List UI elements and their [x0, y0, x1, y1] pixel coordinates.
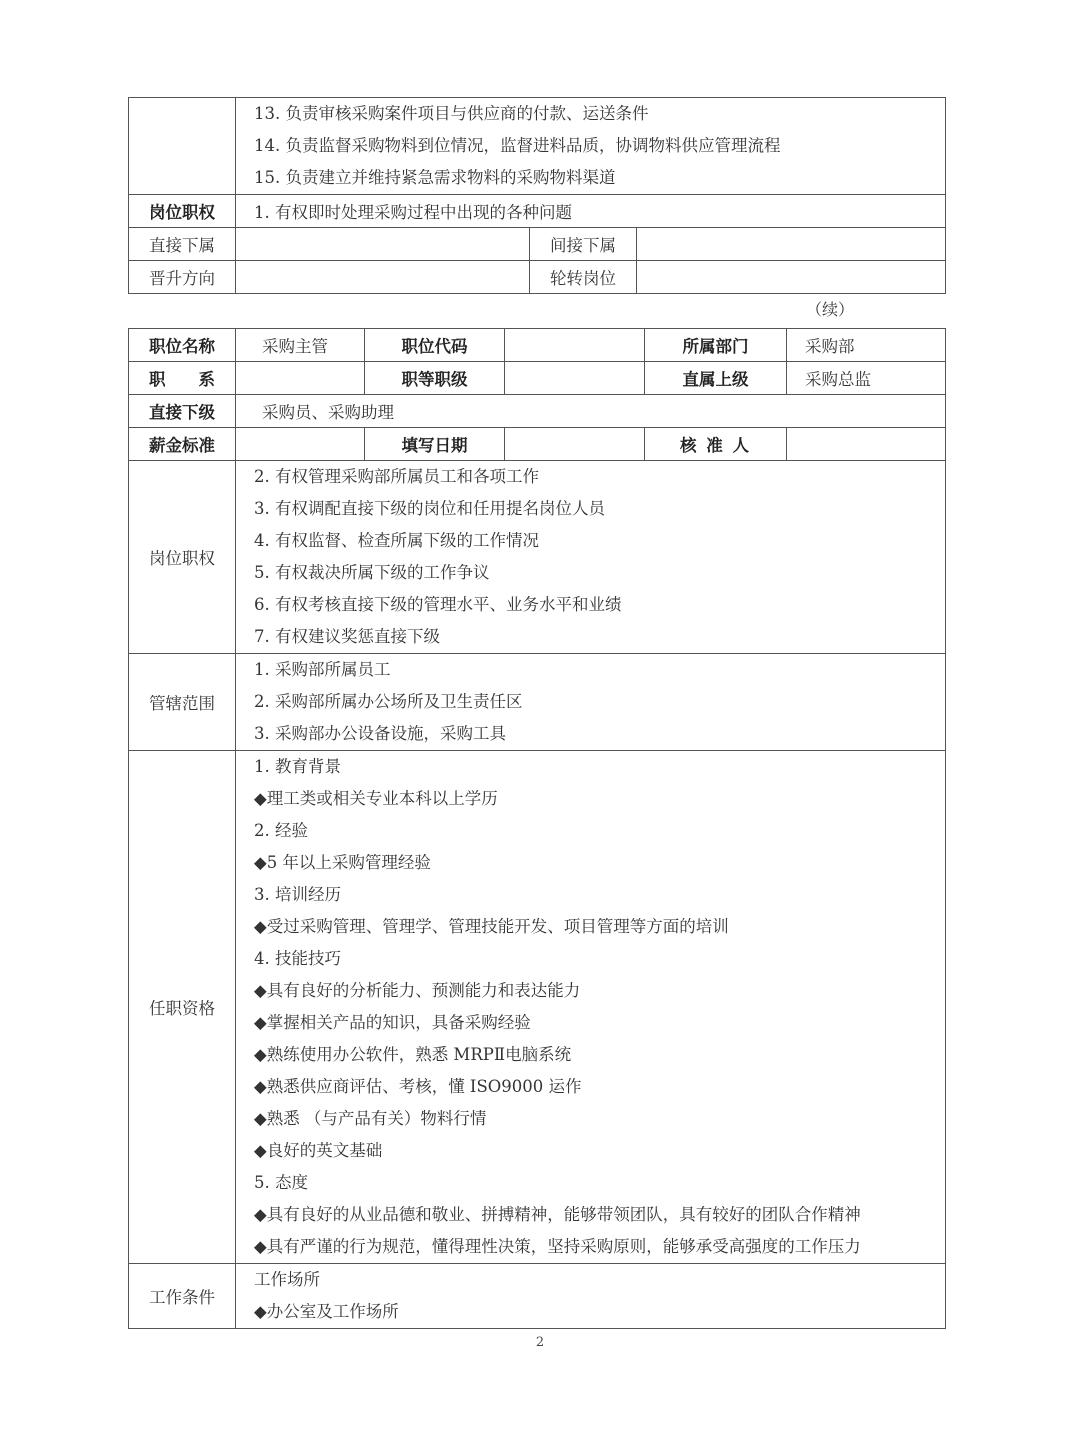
list-item: ◆具有良好的从业品德和敬业、拼搏精神，能够带领团队，具有较好的团队合作精神 [254, 1205, 861, 1224]
salary-value [236, 428, 365, 461]
list-item: ◆熟悉供应商评估、考核，懂 ISO9000 运作 [254, 1077, 582, 1096]
superior-value: 采购总监 [787, 362, 946, 395]
list-item: ◆具有严谨的行为规范，懂得理性决策，坚持采购原则，能够承受高强度的工作压力 [254, 1237, 861, 1256]
list-item: 13. 负责审核采购案件项目与供应商的付款、运送条件 [254, 104, 649, 123]
promotion-label: 晋升方向 [129, 261, 236, 294]
list-item: 3. 培训经历 [254, 885, 341, 904]
qualification-section [129, 751, 946, 1264]
series-value [236, 362, 365, 395]
grade-label: 职等职级 [365, 362, 505, 395]
promotion-value [236, 261, 530, 294]
indirect-sub-value [637, 228, 946, 261]
list-item: 1. 教育背景 [254, 757, 341, 776]
approver-label: 核 准 人 [645, 428, 787, 461]
list-item: ◆熟悉 （与产品有关）物料行情 [254, 1109, 487, 1128]
page-number: 2 [535, 1335, 545, 1350]
qualification-label: 任职资格 [129, 751, 236, 1264]
authority-section [129, 461, 946, 654]
duties-label-cell [129, 98, 236, 195]
duties-tail-cell [236, 98, 946, 195]
subordinates-row [129, 228, 946, 261]
indirect-sub-label: 间接下属 [530, 228, 637, 261]
subordinate-row [129, 395, 946, 428]
conditions-list [236, 1264, 946, 1329]
department-value: 采购部 [787, 329, 946, 362]
position-name-value: 采购主管 [236, 329, 365, 362]
position-name-row [129, 329, 946, 362]
rotation-label: 轮转岗位 [530, 261, 637, 294]
list-item: 7. 有权建议奖惩直接下级 [254, 627, 440, 646]
authority-list [236, 461, 946, 654]
position-name-label: 职位名称 [129, 329, 236, 362]
series-row [129, 362, 946, 395]
fill-date-label: 填写日期 [365, 428, 505, 461]
salary-label: 薪金标准 [129, 428, 236, 461]
list-item: 15. 负责建立并维持紧急需求物料的采购物料渠道 [254, 168, 616, 187]
department-label: 所属部门 [645, 329, 787, 362]
list-item: ◆良好的英文基础 [254, 1141, 383, 1160]
scope-label: 管辖范围 [129, 654, 236, 751]
top-job-table [128, 97, 946, 294]
list-item: ◆5 年以上采购管理经验 [254, 853, 431, 872]
list-item: 5. 有权裁决所属下级的工作争议 [254, 563, 490, 582]
list-item: 6. 有权考核直接下级的管理水平、业务水平和业绩 [254, 595, 622, 614]
salary-row [129, 428, 946, 461]
list-item: 工作场所 [254, 1270, 320, 1289]
list-item: ◆受过采购管理、管理学、管理技能开发、项目管理等方面的培训 [254, 917, 729, 936]
career-row [129, 261, 946, 294]
continued-marker: （续） [805, 300, 854, 319]
scope-section [129, 654, 946, 751]
authority-label: 岗位职权 [129, 195, 236, 228]
list-item: 4. 有权监督、检查所属下级的工作情况 [254, 531, 539, 550]
approver-value [787, 428, 946, 461]
position-code-value [505, 329, 645, 362]
duties-tail-row [129, 98, 946, 195]
subordinate-value: 采购员、采购助理 [236, 395, 946, 428]
list-item: 5. 态度 [254, 1173, 308, 1192]
list-item: ◆具有良好的分析能力、预测能力和表达能力 [254, 981, 581, 1000]
position-code-label: 职位代码 [365, 329, 505, 362]
authority-value: 1. 有权即时处理采购过程中出现的各种问题 [236, 195, 946, 228]
direct-sub-label: 直接下属 [129, 228, 236, 261]
list-item: 14. 负责监督采购物料到位情况，监督进料品质，协调物料供应管理流程 [254, 136, 781, 155]
fill-date-value [505, 428, 645, 461]
grade-value [505, 362, 645, 395]
list-item: 1. 采购部所属员工 [254, 660, 391, 679]
conditions-label: 工作条件 [129, 1264, 236, 1329]
list-item: ◆办公室及工作场所 [254, 1302, 399, 1321]
list-item: 2. 有权管理采购部所属员工和各项工作 [254, 467, 539, 486]
job-description-table [128, 328, 946, 1329]
list-item: ◆理工类或相关专业本科以上学历 [254, 789, 498, 808]
authority-label: 岗位职权 [129, 461, 236, 654]
qualification-list [236, 751, 946, 1264]
direct-sub-value [236, 228, 530, 261]
list-item: 2. 经验 [254, 821, 308, 840]
list-item: 2. 采购部所属办公场所及卫生责任区 [254, 692, 523, 711]
superior-label: 直属上级 [645, 362, 787, 395]
subordinate-label: 直接下级 [129, 395, 236, 428]
authority-row [129, 195, 946, 228]
series-label: 职 系 [129, 362, 236, 395]
list-item: 3. 采购部办公设备设施，采购工具 [254, 724, 506, 743]
scope-list [236, 654, 946, 751]
rotation-value [637, 261, 946, 294]
list-item: ◆掌握相关产品的知识，具备采购经验 [254, 1013, 531, 1032]
list-item: ◆熟练使用办公软件，熟悉 MRPⅡ电脑系统 [254, 1045, 572, 1064]
list-item: 3. 有权调配直接下级的岗位和任用提名岗位人员 [254, 499, 605, 518]
list-item: 4. 技能技巧 [254, 949, 341, 968]
conditions-section [129, 1264, 946, 1329]
